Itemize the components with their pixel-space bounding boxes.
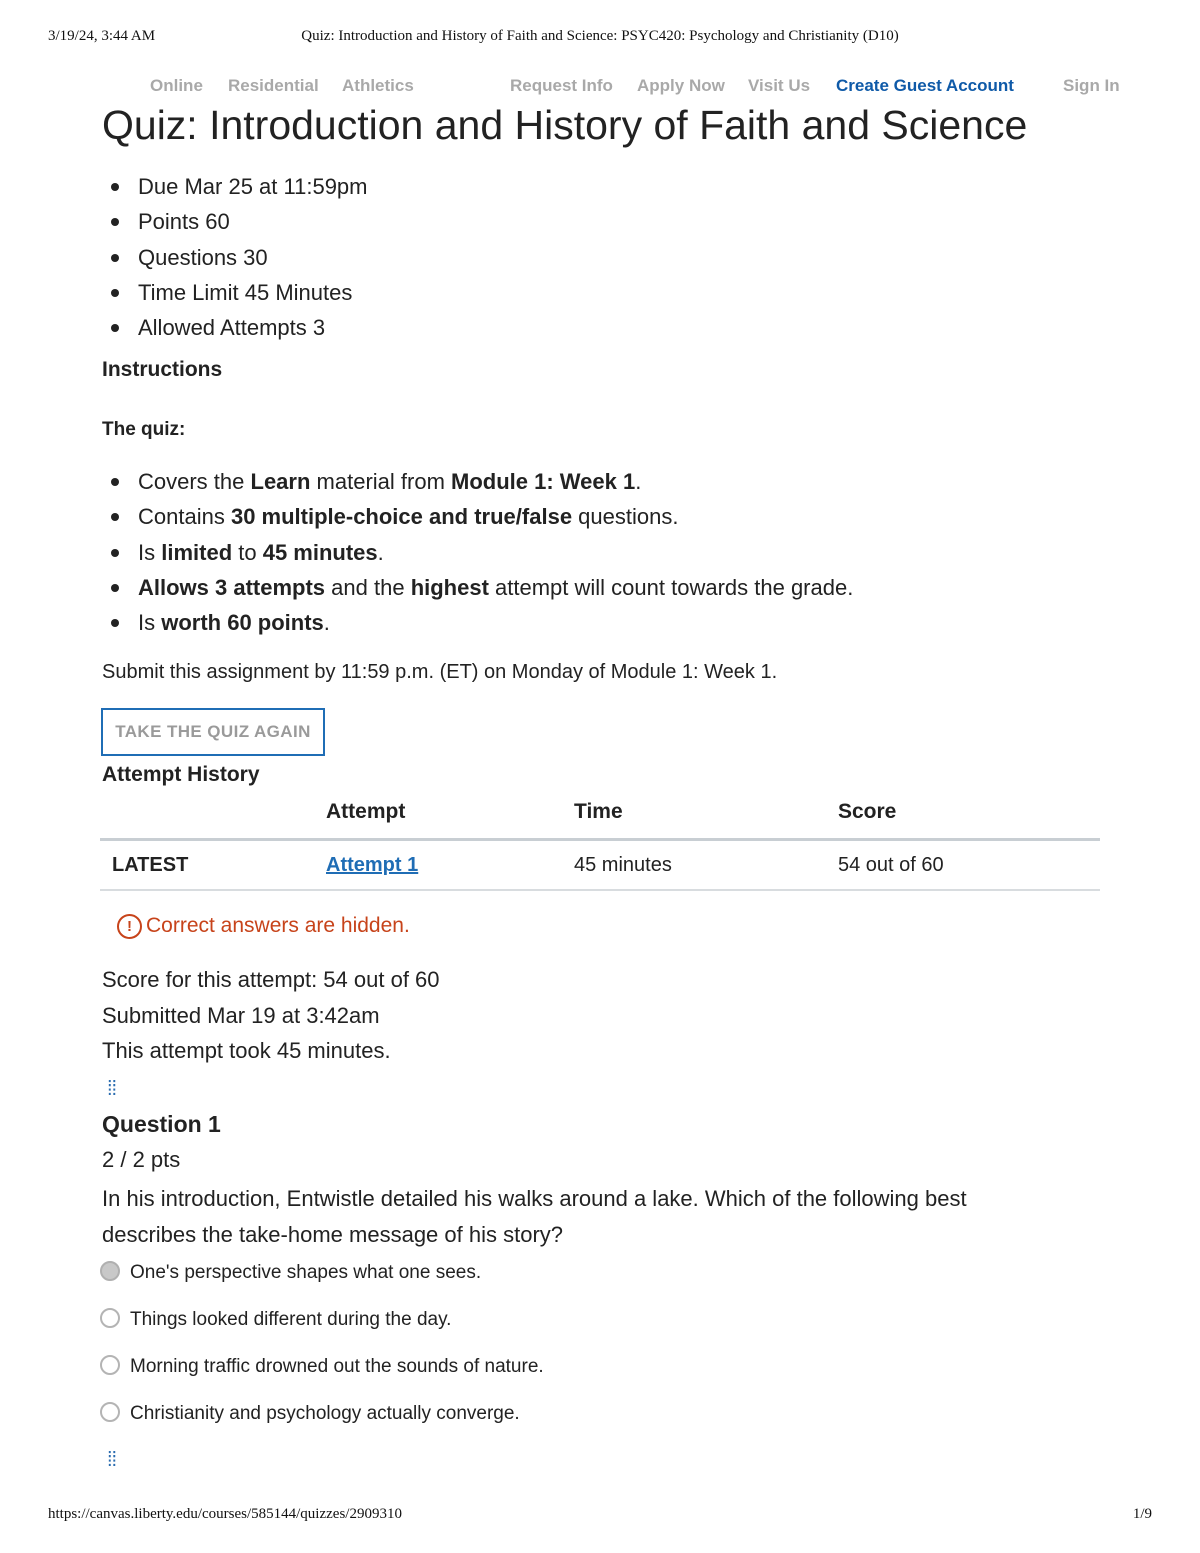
radio-icon[interactable] bbox=[100, 1308, 120, 1328]
answer-option[interactable] bbox=[100, 1308, 451, 1334]
question-text: In his introduction, Entwistle detailed his walks around a lake. Which of the following best describes the take-home message of his story? bbox=[102, 1186, 967, 1247]
nav-athletics-link[interactable]: Athletics bbox=[342, 76, 414, 95]
column-header-time: Time bbox=[574, 800, 838, 840]
radio-icon[interactable] bbox=[100, 1355, 120, 1375]
rule-covers: Covers the Learn material from Module 1: Week 1. bbox=[138, 464, 853, 499]
print-page-title: Quiz: Introduction and History of Faith and Science: PSYC420: Psychology and Christianity (D10) bbox=[301, 28, 899, 44]
radio-selected-icon[interactable] bbox=[100, 1261, 120, 1281]
answer-text: Christianity and psychology actually converge. bbox=[130, 1403, 520, 1424]
quiz-rules-list bbox=[138, 464, 853, 640]
attempt-time-cell: 45 minutes bbox=[574, 840, 838, 891]
attempt-duration: This attempt took 45 minutes. bbox=[102, 1038, 391, 1063]
quiz-title bbox=[102, 104, 1027, 148]
answer-text: Things looked different during the day. bbox=[130, 1309, 452, 1330]
attempt-row-label: LATEST bbox=[100, 840, 326, 891]
answer-text: Morning traffic drowned out the sounds of nature. bbox=[130, 1356, 544, 1377]
attempt-submitted: Submitted Mar 19 at 3:42am bbox=[102, 1002, 380, 1028]
quiz-title-text: Quiz: Introduction and History of Faith and Science bbox=[102, 104, 1028, 148]
attempt-score: Score for this attempt: 54 out of 60 bbox=[102, 967, 440, 992]
nav-apply-now-link[interactable]: Apply Now bbox=[637, 76, 725, 95]
rule-limited: Is limited to 45 minutes. bbox=[138, 535, 853, 570]
answer-option[interactable] bbox=[100, 1355, 544, 1381]
question-title: Question 1 bbox=[102, 1111, 221, 1137]
nav-online-link[interactable]: Online bbox=[150, 76, 203, 95]
rule-worth: Is worth 60 points. bbox=[138, 605, 853, 640]
print-datetime: 3/19/24, 3:44 AM bbox=[48, 28, 156, 44]
answer-option[interactable] bbox=[100, 1402, 520, 1428]
nav-create-guest-account-link[interactable]: Create Guest Account bbox=[836, 76, 1014, 95]
drag-handle-icon[interactable]: ⁞⁞ bbox=[107, 1078, 117, 1100]
attempt-score-cell: 54 out of 60 bbox=[838, 840, 1100, 891]
column-header-attempt: Attempt bbox=[326, 800, 574, 840]
column-header-label bbox=[100, 800, 326, 840]
drag-handle-icon[interactable]: ⁞⁞ bbox=[107, 1449, 117, 1471]
print-header bbox=[48, 28, 1152, 48]
quiz-allowed-attempts: Allowed Attempts 3 bbox=[138, 310, 368, 345]
warning-circle-icon: ! bbox=[117, 914, 142, 939]
correct-answers-hidden-alert bbox=[117, 914, 410, 939]
instructions-heading: Instructions bbox=[102, 358, 223, 381]
print-url: https://canvas.liberty.edu/courses/585144/quizzes/2909310 bbox=[48, 1506, 402, 1522]
quiz-details-list bbox=[138, 169, 368, 345]
print-page-number: 1/9 bbox=[1132, 1506, 1152, 1522]
table-row bbox=[100, 840, 1100, 891]
alert-text: Correct answers are hidden. bbox=[146, 914, 410, 937]
quiz-due-date: Due Mar 25 at 11:59pm bbox=[138, 169, 368, 204]
answer-text: One's perspective shapes what one sees. bbox=[130, 1262, 482, 1283]
submit-note: Submit this assignment by 11:59 p.m. (ET) on Monday of Module 1: Week 1. bbox=[102, 661, 778, 683]
answer-option[interactable] bbox=[100, 1261, 481, 1287]
print-footer bbox=[48, 1506, 1152, 1526]
the-quiz-label: The quiz: bbox=[102, 419, 186, 440]
rule-contains: Contains 30 multiple-choice and true/false questions. bbox=[138, 499, 853, 534]
attempt-history-heading: Attempt History bbox=[102, 763, 260, 786]
attempt-cell bbox=[326, 840, 574, 891]
top-navigation bbox=[0, 76, 1200, 100]
table-header-row bbox=[100, 800, 1100, 840]
nav-visit-us-link[interactable]: Visit Us bbox=[748, 76, 811, 95]
quiz-points: Points 60 bbox=[138, 204, 368, 239]
nav-residential-link[interactable]: Residential bbox=[228, 76, 319, 95]
nav-request-info-link[interactable]: Request Info bbox=[510, 76, 613, 95]
attempt-1-link[interactable]: Attempt 1 bbox=[326, 853, 419, 876]
take-quiz-again-button[interactable]: TAKE THE QUIZ AGAIN bbox=[101, 708, 325, 756]
attempt-summary bbox=[102, 962, 440, 1069]
nav-sign-in-link[interactable]: Sign In bbox=[1063, 76, 1120, 95]
column-header-score: Score bbox=[838, 800, 1100, 840]
quiz-time-limit: Time Limit 45 Minutes bbox=[138, 275, 368, 310]
radio-icon[interactable] bbox=[100, 1402, 120, 1422]
question-points: 2 / 2 pts bbox=[102, 1147, 181, 1172]
attempt-history-table bbox=[100, 800, 1100, 891]
rule-attempts: Allows 3 attempts and the highest attempt will count towards the grade. bbox=[138, 570, 853, 605]
quiz-question-count: Questions 30 bbox=[138, 240, 368, 275]
